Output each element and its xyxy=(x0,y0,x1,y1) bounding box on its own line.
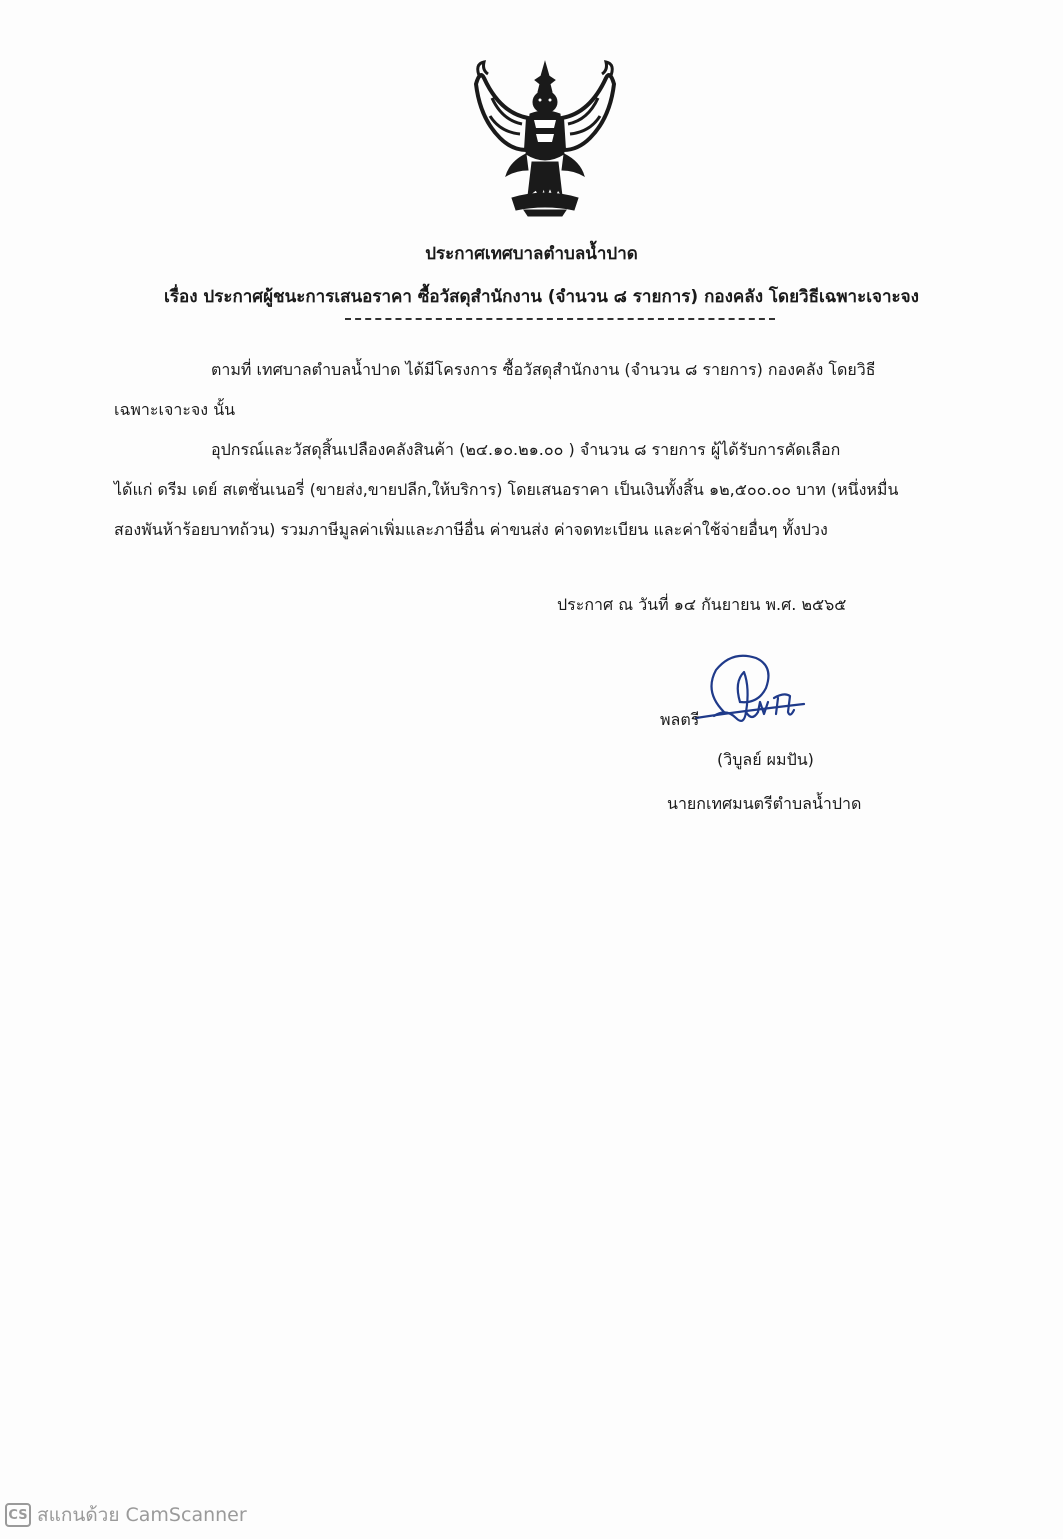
camscanner-watermark xyxy=(5,1502,247,1528)
signatory-position: นายกเทศมนตรีตำบลน้ำปาด xyxy=(667,794,862,813)
handwritten-signature xyxy=(694,652,814,737)
signatory-name: (วิบูลย์ ผมปัน) xyxy=(717,750,814,769)
announcement-date: ประกาศ ณ วันที่ ๑๔ กันยายน พ.ศ. ๒๕๖๕ xyxy=(557,595,847,614)
announcement-title: ประกาศเทศบาลตำบลน้ำปาด xyxy=(425,244,638,264)
signatory-rank: พลตรี xyxy=(660,710,700,729)
dashed-divider xyxy=(345,318,775,320)
watermark-text: สแกนด้วย CamScanner xyxy=(37,1504,247,1526)
paragraph-2-line-1: อุปกรณ์และวัสดุสิ้นเปลืองคลังสินค้า (๒๔.๑๐.๒๑.๐๐ ) จำนวน ๘ รายการ ผู้ได้รับการคัดเลือก xyxy=(211,440,841,459)
announcement-subject: เรื่อง ประกาศผู้ชนะการเสนอราคา ซื้อวัสดุสำนักงาน (จำนวน ๘ รายการ) กองคลัง โดยวิธีเฉพาะเจาะจง xyxy=(164,287,919,307)
paragraph-2-line-2: ได้แก่ ดรีม เดย์ สเตชั่นเนอรี่ (ขายส่ง,ขายปลีก,ให้บริการ) โดยเสนอราคา เป็นเงินทั้งสิ้น ๑๒,๕๐๐.๐๐ บาท (หนึ่งหมื่น xyxy=(114,480,899,499)
camscanner-logo-icon: CS xyxy=(5,1503,31,1527)
paragraph-1-line-1: ตามที่ เทศบาลตำบลน้ำปาด ได้มีโครงการ ซื้อวัสดุสำนักงาน (จำนวน ๘ รายการ) กองคลัง โดยวิธี xyxy=(211,360,876,379)
paragraph-2-line-3: สองพันห้าร้อยบาทถ้วน) รวมภาษีมูลค่าเพิ่มและภาษีอื่น ค่าขนส่ง ค่าจดทะเบียน และค่าใช้จ่ายอื่นๆ ทั้งปวง xyxy=(114,520,828,539)
paragraph-1-line-2: เฉพาะเจาะจง นั้น xyxy=(114,400,236,419)
garuda-emblem-icon xyxy=(470,58,620,218)
